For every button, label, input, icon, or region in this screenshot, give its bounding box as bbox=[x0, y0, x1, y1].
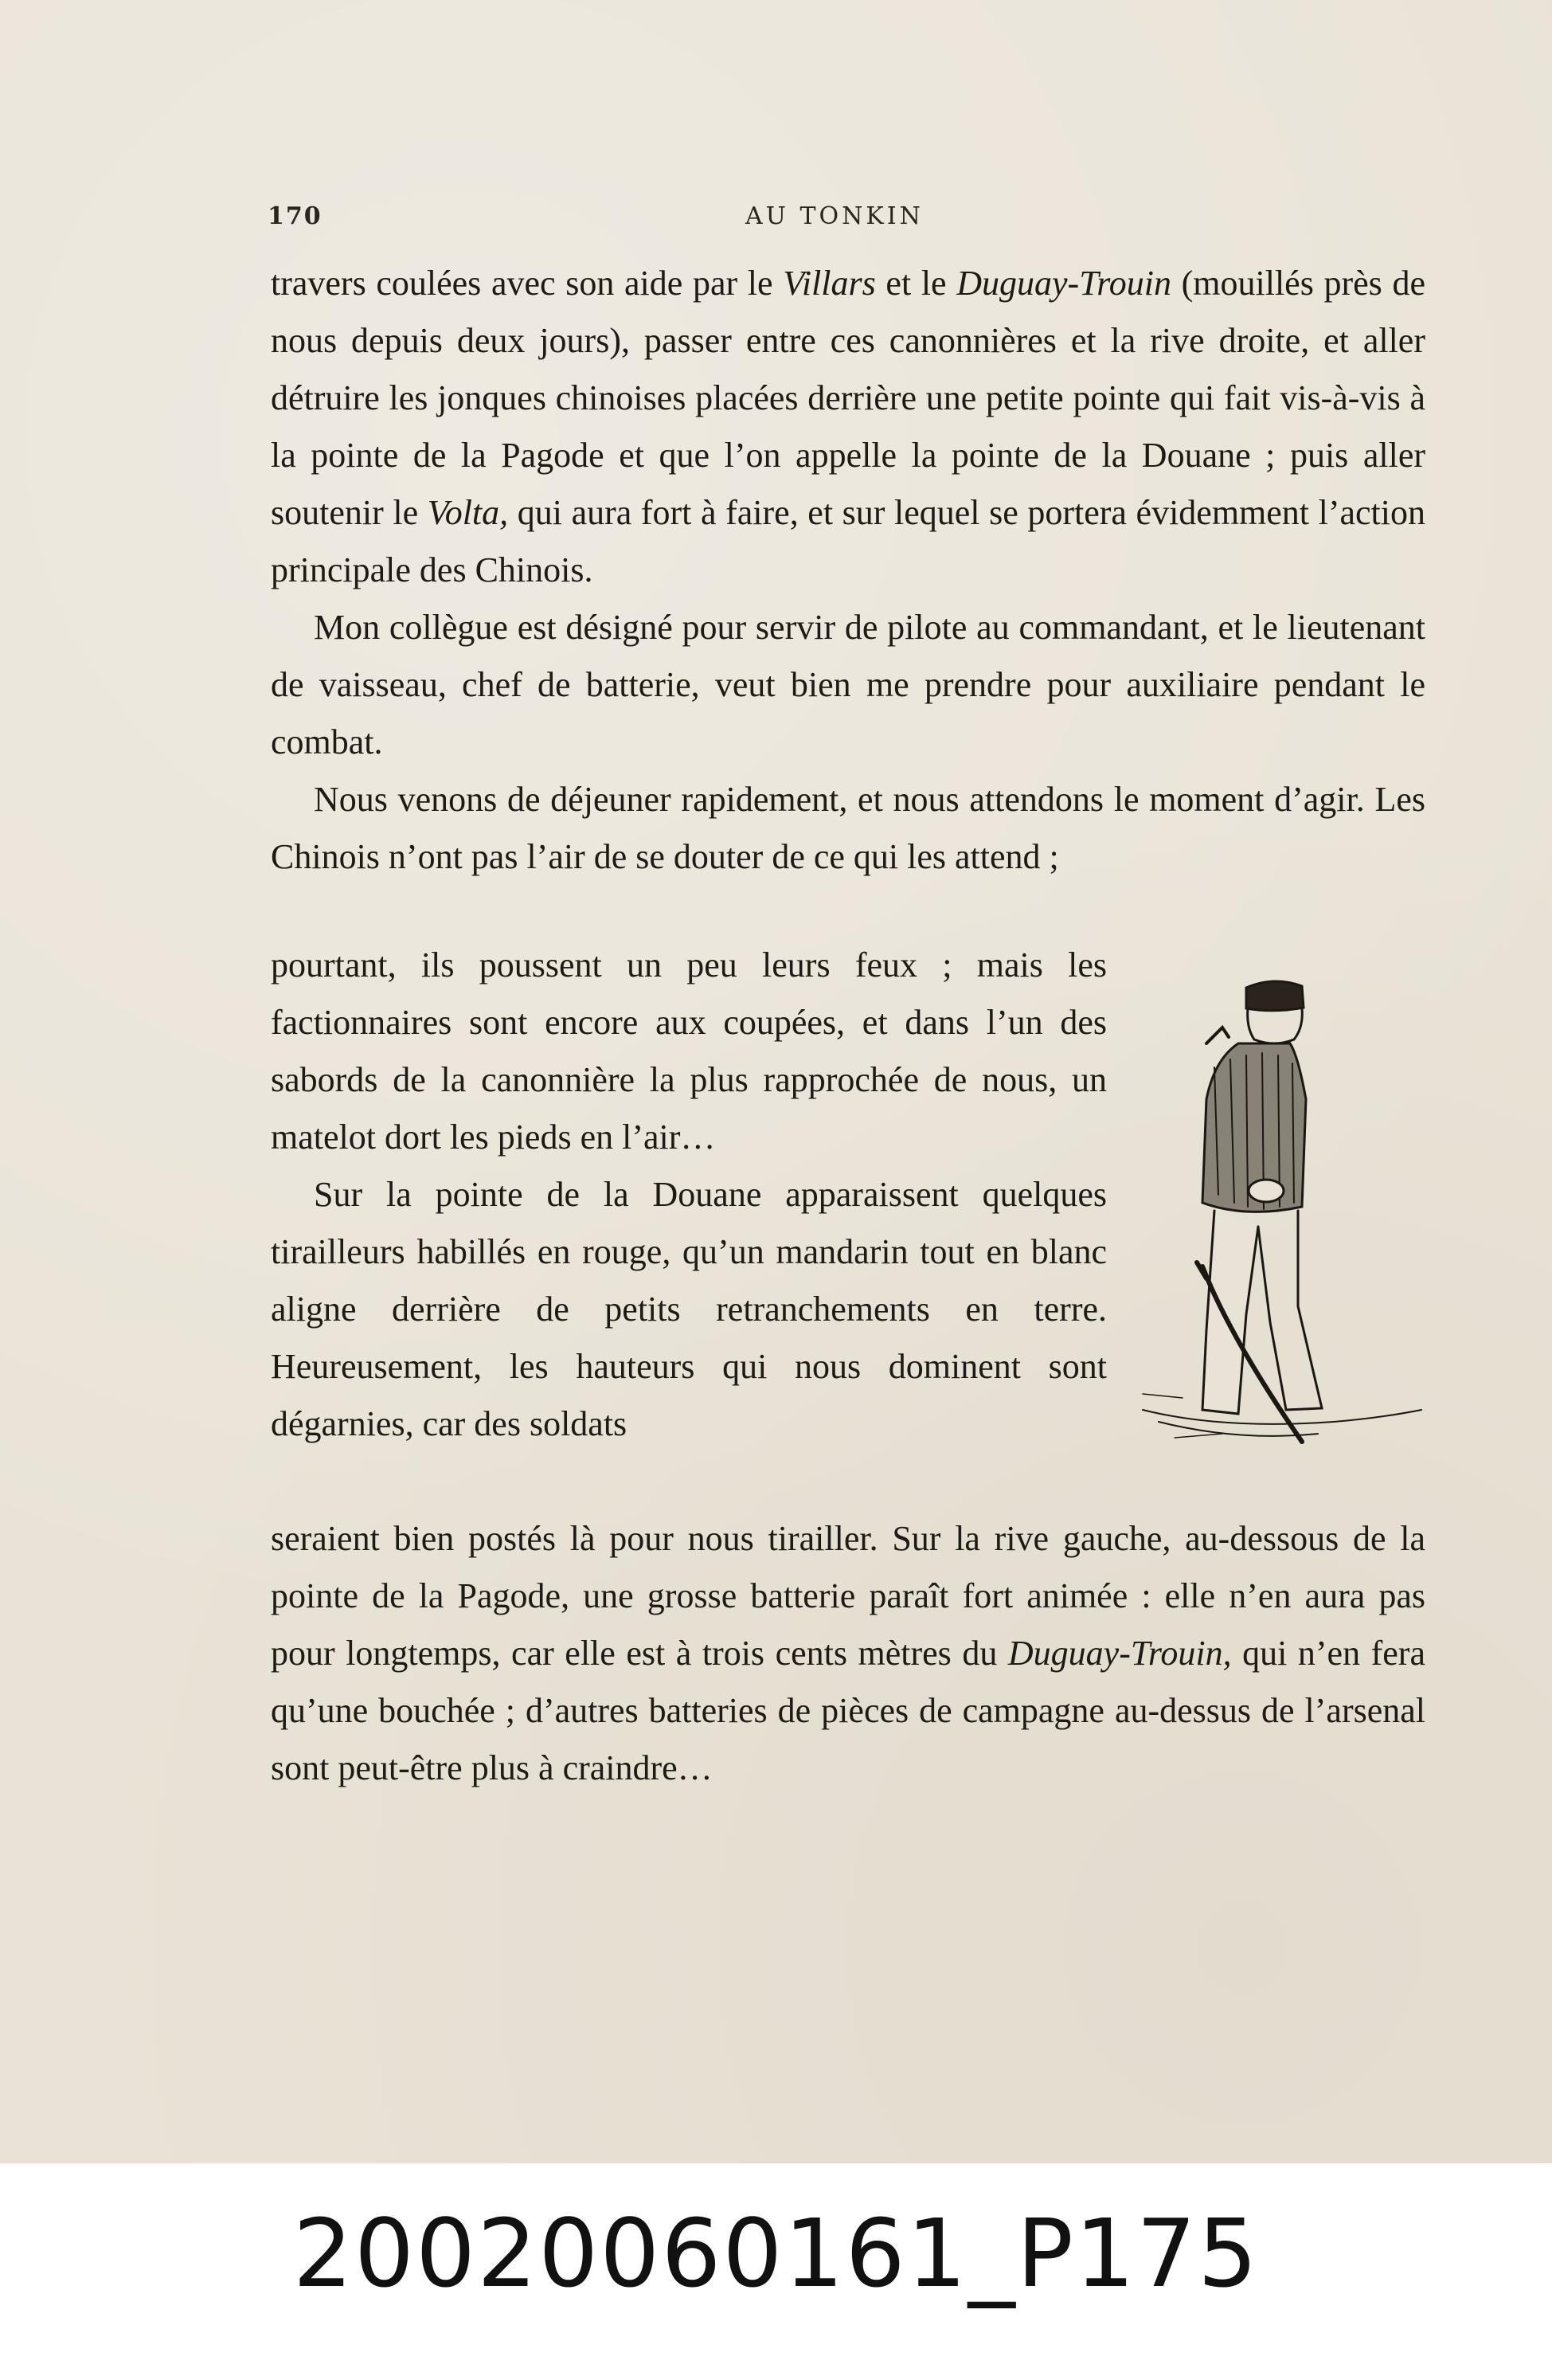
running-head bbox=[268, 202, 1422, 234]
scan-identifier: 20020060161_P175 bbox=[292, 2198, 1260, 2308]
ship-name-duguay-trouin: Duguay-Trouin bbox=[956, 264, 1171, 303]
text-block-top bbox=[271, 255, 1425, 886]
paragraph-1 bbox=[271, 255, 1425, 599]
paragraph-4-wrapped: Sur la pointe de la Douane apparaissent quelques tirailleurs habillés en rouge, qu’un mandarin tout en blanc aligne derrière de petits retranchements en terre. Heureusement, les hauteurs qui nous dominent sont dégarnies, car des soldats bbox=[271, 1175, 1107, 1443]
paragraph-1-text: qui aura fort à faire, et sur lequel se portera évidemment l’action principale des Chinois. bbox=[271, 493, 1425, 589]
ship-name-duguay-trouin-2: Duguay-Trouin, bbox=[1007, 1634, 1232, 1673]
paragraph-4-continued bbox=[271, 1510, 1425, 1797]
paragraph-4-text: seraient bien postés là pour nous tirailler. Sur la rive gauche, au-dessous de la pointe de la Pagode, une grosse batterie paraît fort animée : elle n’en aura pas pour longtemps, car elle est à trois cents mètres du bbox=[271, 1519, 1425, 1673]
paragraph-3-wrapped: pourtant, ils poussent un peu leurs feux ; mais les factionnaires sont encore aux coupées, et dans l’un des sabords de la canonnière la plus rapprochée de nous, un matelot dort les pieds en l’air… bbox=[271, 945, 1107, 1157]
sailor-illustration bbox=[1127, 964, 1429, 1474]
paragraph-1-text: et le bbox=[875, 264, 957, 303]
page-number: 170 bbox=[268, 202, 323, 230]
text-block-bottom bbox=[271, 1510, 1425, 1797]
running-title: AU TONKIN bbox=[745, 202, 924, 230]
paragraph-1-text: (mouillés près de nous depuis deux jours), passer entre ces canonnières et la rive droite, et aller détruire les jonques chinoises placées derrière une petite pointe qui fait vis-à-vis à la pointe de la Pagode et que l’on appelle la pointe de la Douane ; puis aller soutenir le bbox=[271, 264, 1425, 532]
ship-name-villars: Villars bbox=[783, 264, 876, 303]
paragraph-4-text: qui n’en fera qu’une bouchée ; d’autres batteries de pièces de campagne au-dessus de l’arsenal sont peut-être plus à craindre… bbox=[271, 1634, 1425, 1787]
ship-name-volta: Volta, bbox=[427, 493, 509, 532]
paragraph-2: Mon collègue est désigné pour servir de pilote au commandant, et le lieutenant de vaisseau, chef de batterie, veut bien me prendre pour auxiliaire pendant le combat. bbox=[271, 608, 1425, 761]
text-block-wrapped bbox=[271, 937, 1107, 1453]
paragraph-3-full-width: Nous venons de déjeuner rapidement, et nous attendons le moment d’agir. Les Chinois n’ont pas l’air de se douter de ce qui les attend ; bbox=[271, 780, 1425, 876]
paragraph-1-text: travers coulées avec son aide par le bbox=[271, 264, 784, 303]
